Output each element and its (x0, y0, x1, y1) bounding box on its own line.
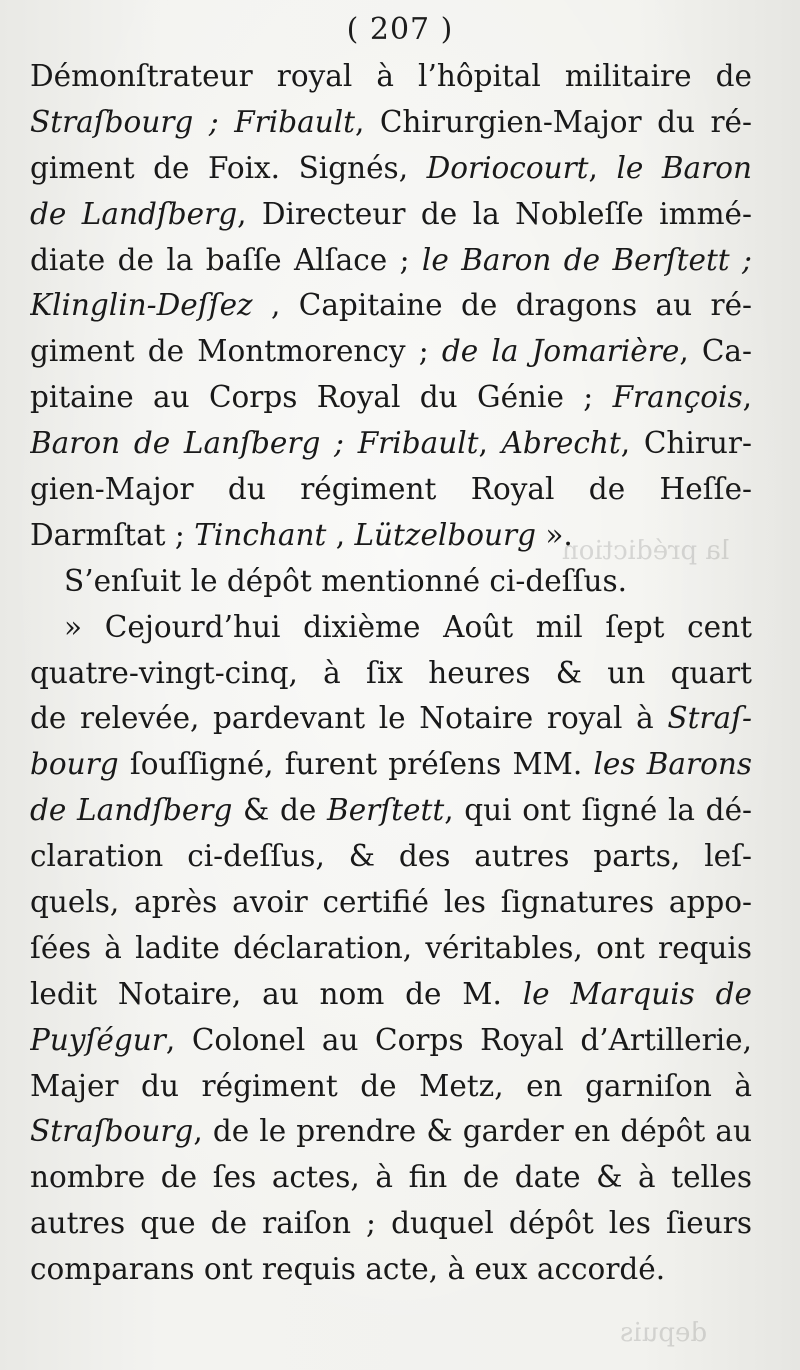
text-line (30, 651, 752, 697)
text-line (30, 192, 752, 238)
text-segment: ». (535, 517, 573, 552)
text-line (30, 421, 752, 467)
italic-text: bourg (30, 747, 119, 782)
text-segment: & de (232, 793, 328, 828)
text-line (30, 1247, 752, 1293)
text-segment: , qui ont ſigné la dé- (444, 793, 752, 828)
text-segment: diate de la baſſe Alſace ; (30, 242, 422, 277)
text-segment: Démonſtrateur royal à l’hôpital militaire de (30, 59, 752, 93)
page-number: ( 207 ) (346, 12, 454, 47)
text-line (30, 467, 752, 513)
text-segment: autres que de raiſon ; duquel dépôt les ſieurs (30, 1206, 752, 1241)
text-segment: ledit Notaire, au nom de M. (30, 976, 523, 1011)
text-line (30, 834, 752, 880)
text-line (30, 513, 752, 559)
text-line (30, 788, 752, 834)
body-text (30, 54, 752, 1293)
italic-text: Abrecht (501, 426, 621, 461)
text-line (30, 329, 752, 375)
text-segment: gien-Major du régiment Royal de Heſſe- (30, 472, 752, 507)
text-segment: Darmſtat ; (30, 517, 195, 552)
text-segment: S’enſuit le dépôt mentionné ci-deſſus. (64, 563, 628, 598)
text-line (30, 283, 752, 329)
italic-text: de la Jomarière (441, 334, 680, 369)
text-segment: , Directeur de la Nobleſſe immé- (237, 196, 752, 231)
text-line (30, 696, 752, 742)
text-segment: , (478, 426, 502, 461)
text-segment: , (326, 517, 355, 552)
italic-text: Straſbourg (30, 1114, 194, 1149)
italic-text: Puyſégur (30, 1022, 166, 1057)
text-line (30, 1201, 752, 1247)
text-line (30, 926, 752, 972)
text-segment: , Colonel au Corps Royal d’Artillerie, (165, 1022, 752, 1057)
italic-text: les Barons (593, 747, 752, 782)
italic-text: Doriocourt (426, 150, 589, 185)
text-segment: ſouſſigné, furent préſens MM. (118, 747, 594, 782)
text-segment: giment de Foix. Signés, (30, 150, 427, 185)
text-segment: , de le prendre & garder en dépôt au (193, 1114, 752, 1149)
text-line (30, 972, 752, 1018)
text-segment: quels, après avoir certifié les ſignatures appo- (30, 885, 752, 920)
text-segment: , (742, 380, 752, 415)
text-segment: , Capitaine de dragons au ré- (252, 288, 752, 323)
text-segment: comparans ont requis acte, à eux accordé. (30, 1252, 666, 1287)
text-line (30, 559, 752, 605)
text-line (30, 1109, 752, 1155)
text-segment: de relevée, pardevant le Notaire royal à (30, 701, 668, 736)
italic-text: Baron de Lanſberg ; Fribault (30, 426, 479, 461)
bleed-through-text: depuis (620, 1318, 708, 1348)
italic-text: Straſbourg ; Fribault (30, 104, 355, 139)
italic-text: Straſ- (667, 701, 752, 736)
text-line (30, 54, 752, 100)
italic-text: le Baron (616, 150, 752, 185)
italic-text: Tinchant (194, 517, 327, 552)
text-line (30, 742, 752, 788)
text-segment: Majer du régiment de Metz, en garniſon à (30, 1068, 752, 1103)
text-line (30, 100, 752, 146)
italic-text: Lützelbourg (354, 517, 536, 552)
text-line (30, 1064, 752, 1110)
text-segment: quatre-vingt-cinq, à ſix heures & un quart (30, 655, 752, 690)
text-line (30, 1155, 752, 1201)
text-segment: ſées à ladite déclaration, véritables, ont requis (30, 930, 752, 965)
text-line (30, 238, 752, 284)
text-line (30, 1018, 752, 1064)
italic-text: François (612, 380, 743, 415)
bleed-through-text: la prédiction (562, 536, 730, 566)
text-line (30, 880, 752, 926)
text-segment: claration ci-deſſus, & des autres parts, leſ- (30, 839, 752, 874)
text-segment: , Chirurgien-Major du ré- (354, 104, 752, 139)
text-line (30, 146, 752, 192)
italic-text: de Landſberg (30, 793, 233, 828)
text-segment: nombre de ſes actes, à fin de date & à telles (30, 1160, 752, 1195)
text-segment: pitaine au Corps Royal du Génie ; (30, 380, 613, 415)
text-segment: giment de Montmorency ; (30, 334, 442, 369)
text-segment: » Cejourd’hui dixième Août mil ſept cent (64, 609, 752, 644)
text-segment: , Ca- (679, 334, 752, 369)
italic-text: Berſtett (327, 793, 445, 828)
italic-text: de Landſberg (30, 196, 238, 231)
italic-text: Klinglin-Deſſez (30, 288, 253, 323)
italic-text: le Marquis de (522, 976, 752, 1011)
text-segment: , Chirur- (620, 426, 752, 461)
text-line (30, 375, 752, 421)
text-segment: , (588, 150, 617, 185)
italic-text: le Baron de Berſtett ; (421, 242, 752, 277)
text-line (30, 605, 752, 651)
